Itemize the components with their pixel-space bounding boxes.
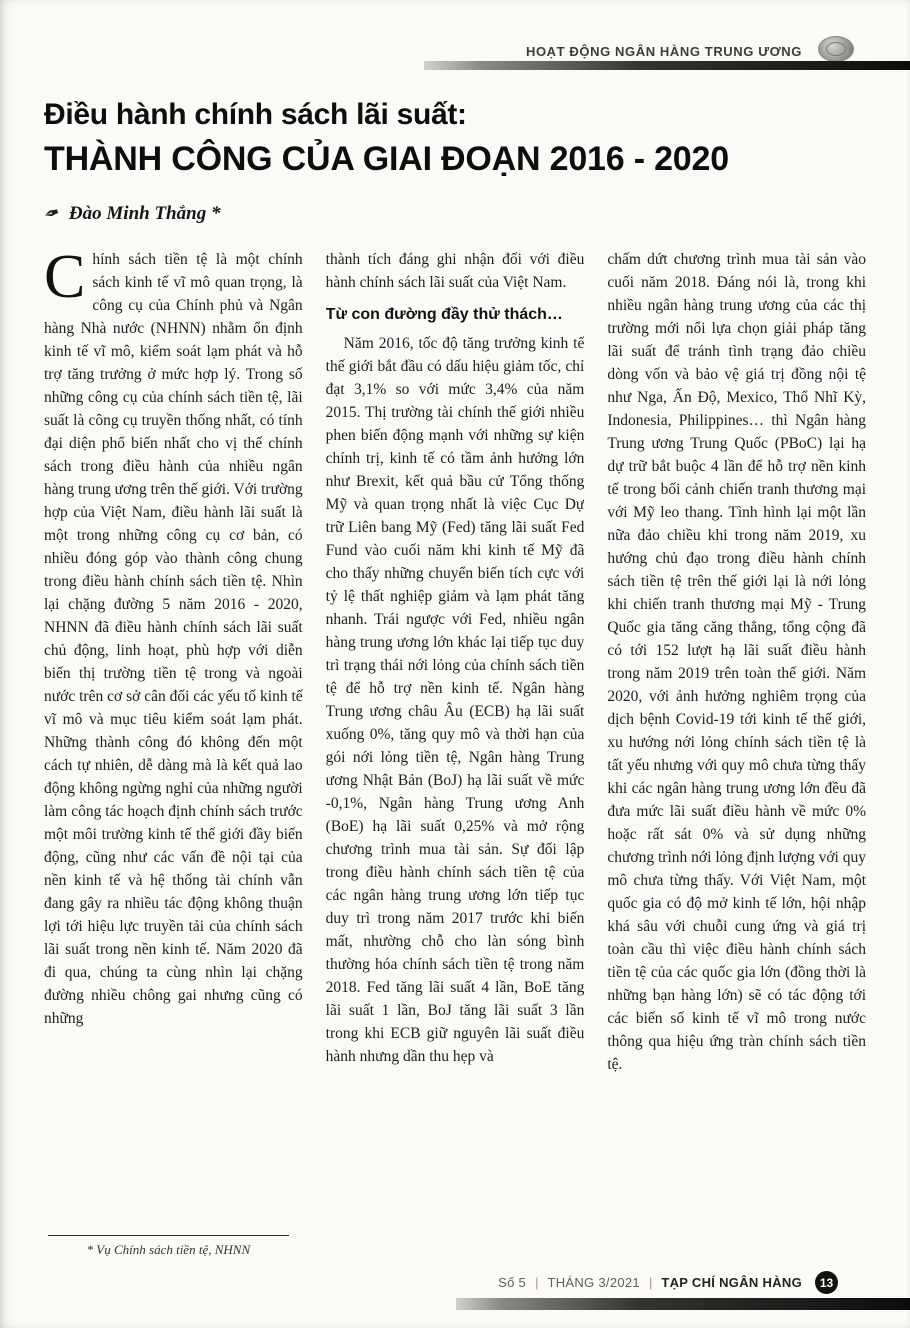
- author-row: [41, 201, 221, 227]
- column-1: [44, 248, 303, 1258]
- footnote-block: [44, 1235, 293, 1258]
- section-header-label: HOẠT ĐỘNG NGÂN HÀNG TRUNG ƯƠNG: [525, 44, 802, 59]
- column-2-lead-paragraph: thành tích đáng ghi nhận đối với điều hành chính sách lãi suất của Việt Nam.: [325, 251, 585, 291]
- footer-divider: |: [535, 1275, 539, 1290]
- footer-divider-bar: [456, 1298, 910, 1310]
- author-name: Đào Minh Thắng *: [68, 203, 221, 224]
- footer-issue: Số 5: [498, 1275, 527, 1290]
- column-2: [326, 248, 585, 1258]
- section-subheading: Từ con đường đầy thử thách…: [325, 306, 563, 323]
- article-title-line1: Điều hành chính sách lãi suất:: [44, 98, 467, 131]
- article-title-line2: THÀNH CÔNG CỦA GIAI ĐOẠN 2016 - 2020: [44, 140, 729, 178]
- dropcap-letter: C: [44, 248, 86, 311]
- page-number-badge: 13: [815, 1271, 838, 1294]
- footnote-rule: [48, 1235, 289, 1236]
- footer-divider: |: [648, 1275, 653, 1290]
- header-divider-bar: [424, 61, 910, 70]
- column-1-text: hính sách tiền tệ là một chính sách kinh tế vĩ mô quan trọng, là công cụ của Chính phủ và Ngân hàng Nhà nước (NHNN) nhằm ổn định kinh tế vĩ mô, kiểm soát lạm phát và hỗ trợ tăng trưởng ở mức hợp lý. Trong số những công cụ của chính sách tiền tệ, lãi suất là công cụ truyền thống nhất, có tính đại diện phổ biến nhất cho vị thế chính sách trong điều hành của nhiều ngân hàng trung ương trên thế giới. Với trường hợp của Việt Nam, điều hành lãi suất là một trong những công cụ cơ bản, có nhiều đóng góp vào thành công chung trong điều hành chính sách tiền tệ. Nhìn lại chặng đường 5 năm 2016 - 2020, NHNN đã điều hành chính sách lãi suất chủ động, linh hoạt, phù hợp với diễn biến thị trường tiền tệ trong và ngoài nước trên cơ sở cân đối các yếu tố kinh tế vĩ mô và mục tiêu kiểm soát lạm phát. Những thành công đó không đến một cách tự nhiên, dễ dàng mà là kết quả lao động không ngừng nghỉ của những người làm công tác hoạch định chính sách trước một môi trường kinh tế thế giới đầy biến động, cũng như các vấn đề nội tại của nền kinh tế và hệ thống tài chính vẫn đang gây ra nhiều tác động không thuận lợi tới hiệu lực truyền tải của chính sách lãi suất trong nền kinh tế. Năm 2020 đã đi qua, chúng ta cùng nhìn lại chặng đường nhiều chông gai nhưng cũng có những: [44, 251, 303, 1027]
- journal-seal-icon: [818, 36, 854, 62]
- column-1-paragraph: [44, 248, 303, 1030]
- footnote-text: * Vụ Chính sách tiền tệ, NHNN: [86, 1242, 251, 1257]
- footer-journal-name: TẠP CHÍ NGÂN HÀNG: [661, 1275, 802, 1290]
- journal-seal-inner-ring: [826, 42, 846, 56]
- column-3-paragraph: chấm dứt chương trình mua tài sản vào cuối năm 2018. Đáng nói là, trong khi nhiều ngân hàng trung ương của các thị trường mới nổi lựa chọn giải pháp tăng lãi suất để tránh tình trạng đảo chiều dòng vốn và bảo vệ giá trị đồng nội tệ như Nga, Ấn Độ, Mexico, Thổ Nhĩ Kỳ, Indonesia, Philippines… thì Ngân hàng Trung ương Trung Quốc (PBoC) lại hạ dự trữ bắt buộc 4 lần để hỗ trợ nền kinh tế trong bối cảnh chiến tranh thương mại với Mỹ leo thang. Tình hình lại một lần nữa đảo chiều khi trong năm 2019, xu hướng chủ đạo trong điều hành chính sách tiền tệ trên thế giới lại là nới lỏng khi chiến tranh thương mại Mỹ - Trung Quốc gia tăng căng thẳng, tổng cộng đã có tới 152 lượt hạ lãi suất điều hành trong năm 2019 trên toàn thế giới. Năm 2020, với ảnh hưởng nghiêm trọng của dịch bệnh Covid-19 tới kinh tế thế giới, xu hướng nới lỏng chính sách tiền tệ là tất yếu nhưng với quy mô chưa từng thấy khi các ngân hàng trung ương lớn đều đã đưa mức lãi suất điều hành về mức 0% hoặc rất sát 0% và sử dụng những chương trình nới lỏng định lượng với quy mô chưa từng thấy. Với Việt Nam, một quốc gia có độ mở kinh tế lớn, hội nhập khá sâu với chuỗi cung ứng và giá trị toàn cầu thì việc điều hành chính sách tiền tệ của các quốc gia lớn (đồng thời là những bạn hàng lớn) sẽ có tác động tới các biến số kinh tế vĩ mô trong nước thông qua hiệu ứng tràn chính sách tiền tệ.: [607, 251, 867, 1073]
- column-2-paragraph: Năm 2016, tốc độ tăng trưởng kinh tế thế giới bắt đầu có dấu hiệu giảm tốc, chỉ đạt 3,1% so với mức 3,4% của năm 2015. Thị trường tài chính thế giới nhiều phen biến động mạnh với những sự kiện chính trị, kinh tế có tầm ảnh hưởng lớn như Brexit, kết quả bầu cử Tổng thống Mỹ và quan trọng nhất là việc Cục Dự trữ Liên bang Mỹ (Fed) tăng lãi suất Fed Fund vào cuối năm khi kinh tế Mỹ đã cho thấy những chuyển biến tích cực với tỷ lệ thất nghiệp giảm và lạm phát tăng nhanh. Trái ngược với Fed, nhiều ngân hàng trung ương lớn khác lại tiếp tục duy trì trạng thái nới lỏng của chính sách tiền tệ để hỗ trợ nền kinh tế. Ngân hàng Trung ương châu Âu (ECB) hạ lãi suất xuống 0%, tăng quy mô và thời hạn của gói nới lỏng tiền tệ, Ngân hàng Trung ương Nhật Bản (BoJ) hạ lãi suất về mức -0,1%, Ngân hàng Trung ương Anh (BoE) hạ lãi suất 0,25% và mở rộng chương trình mua tài sản. Sự đối lập trong điều hành chính sách tiền tệ của các ngân hàng trung ương lớn tiếp tục duy trì trong năm 2017 trước khi biến mất, nhường chỗ cho làn sóng bình thường hóa chính sách tiền tệ trong năm 2018. Fed tăng lãi suất 4 lần, BoE tăng lãi suất 1 lần, BoJ tăng lãi suất 3 lần trong khi ECB giữ nguyên lãi suất điều hành nhưng dần thu hẹp và: [325, 335, 585, 1065]
- footer-month: THÁNG 3/2021: [547, 1275, 640, 1290]
- footer-row: [498, 1271, 838, 1294]
- article-body: [44, 248, 866, 1258]
- pen-icon: ✒: [41, 201, 63, 227]
- column-3: [607, 248, 866, 1258]
